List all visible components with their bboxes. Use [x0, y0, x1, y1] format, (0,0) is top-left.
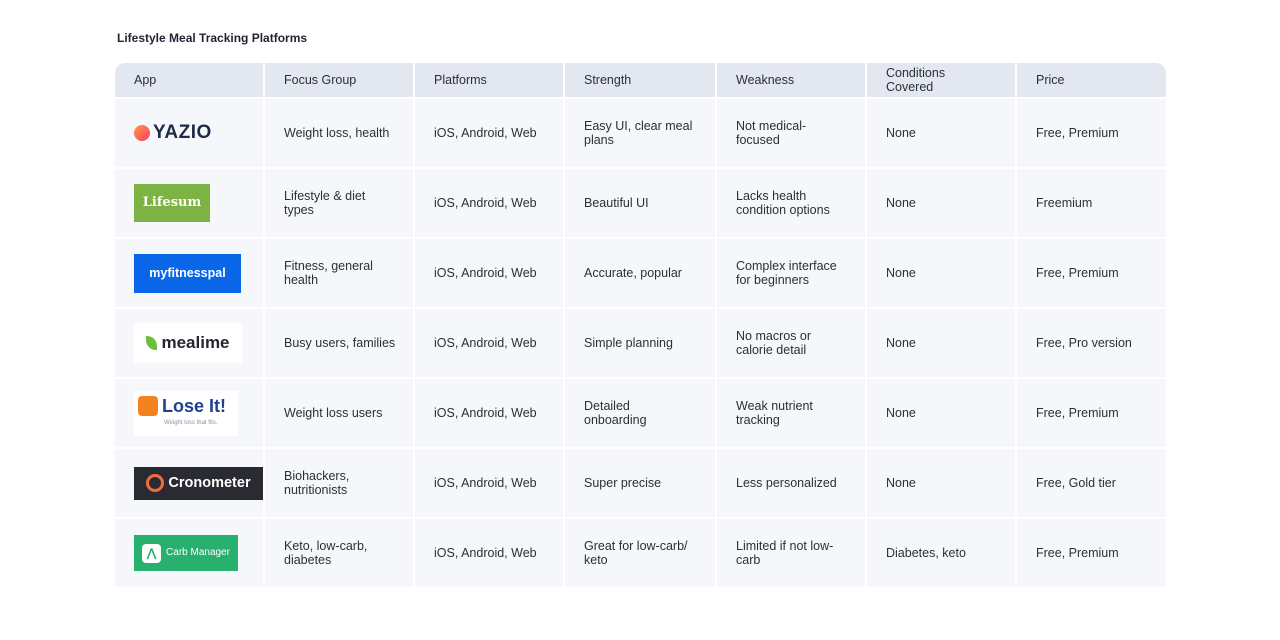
app-cell: [115, 239, 263, 307]
platforms-cell: iOS, Android, Web: [415, 309, 563, 377]
table-header-row: [115, 63, 1166, 97]
strength-cell: Accurate, popular: [565, 239, 715, 307]
column-header-focus-group: Focus Group: [265, 63, 413, 97]
platforms-cell: iOS, Android, Web: [415, 379, 563, 447]
loseit-tagline: Weight loss that fits.: [164, 420, 218, 426]
price-cell: Free, Premium: [1017, 239, 1166, 307]
table-row: [115, 99, 1166, 167]
apple-logo-icon: [134, 125, 150, 141]
conditions-cell: None: [867, 379, 1015, 447]
price-cell: Free, Premium: [1017, 379, 1166, 447]
focus-cell: Busy users, families: [265, 309, 413, 377]
conditions-cell: None: [867, 239, 1015, 307]
conditions-cell: None: [867, 99, 1015, 167]
price-cell: Free, Premium: [1017, 519, 1166, 587]
weakness-cell: Weak nutrient tracking: [717, 379, 865, 447]
app-cell: [115, 309, 263, 377]
mealime-logo: [134, 323, 242, 363]
strength-cell: Easy UI, clear meal plans: [565, 99, 715, 167]
weakness-cell: No macros or calorie detail: [717, 309, 865, 377]
price-cell: Freemium: [1017, 169, 1166, 237]
carbmanager-logo: [134, 535, 238, 571]
focus-cell: Weight loss users: [265, 379, 413, 447]
focus-cell: Lifestyle & diet types: [265, 169, 413, 237]
weakness-cell: Limited if not low-carb: [717, 519, 865, 587]
conditions-cell: None: [867, 309, 1015, 377]
platforms-cell: iOS, Android, Web: [415, 99, 563, 167]
table-row: [115, 449, 1166, 517]
mealime-logo-text: mealime: [161, 333, 230, 352]
column-header-app: App: [115, 63, 263, 97]
target-logo-icon: [146, 474, 164, 492]
platforms-cell: iOS, Android, Web: [415, 519, 563, 587]
platforms-cell: iOS, Android, Web: [415, 239, 563, 307]
table-row: [115, 379, 1166, 447]
table-row: [115, 239, 1166, 307]
column-header-platforms: Platforms: [415, 63, 563, 97]
leaf-logo-icon: [146, 336, 157, 350]
cronometer-logo-text: Cronometer: [168, 475, 251, 491]
table-row: [115, 309, 1166, 377]
cronometer-logo: [134, 467, 263, 500]
app-cell: [115, 379, 263, 447]
focus-cell: Biohackers, nutritionists: [265, 449, 413, 517]
loseit-logo: [134, 391, 238, 436]
weakness-cell: Lacks health condition options: [717, 169, 865, 237]
column-header-conditions: Conditions Covered: [867, 63, 1015, 97]
strength-cell: Beautiful UI: [565, 169, 715, 237]
focus-cell: Keto, low-carb, diabetes: [265, 519, 413, 587]
price-cell: Free, Pro version: [1017, 309, 1166, 377]
yazio-logo: [134, 122, 212, 143]
weakness-cell: Not medical-focused: [717, 99, 865, 167]
table-row: [115, 169, 1166, 237]
conditions-cell: None: [867, 449, 1015, 517]
myfitnesspal-logo-text: myfitnesspal: [149, 266, 226, 280]
carbmanager-logo-text: Carb Manager: [166, 547, 230, 558]
conditions-cell: Diabetes, keto: [867, 519, 1015, 587]
focus-cell: Fitness, general health: [265, 239, 413, 307]
strength-cell: Great for low-carb/ keto: [565, 519, 715, 587]
page-title: Lifestyle Meal Tracking Platforms: [117, 31, 308, 45]
platforms-cell: iOS, Android, Web: [415, 449, 563, 517]
loseit-logo-text: Lose It!: [162, 396, 227, 416]
weakness-cell: Complex interface for beginners: [717, 239, 865, 307]
app-cell: [115, 449, 263, 517]
table-row: [115, 519, 1166, 587]
price-cell: Free, Gold tier: [1017, 449, 1166, 517]
chart-logo-icon: ⋀: [142, 544, 161, 563]
column-header-weakness: Weakness: [717, 63, 865, 97]
yazio-logo-text: YAZIO: [153, 122, 212, 143]
comparison-table: [115, 63, 1166, 587]
platforms-cell: iOS, Android, Web: [415, 169, 563, 237]
myfitnesspal-logo: [134, 254, 241, 293]
price-cell: Free, Premium: [1017, 99, 1166, 167]
lifesum-logo-text: Lifesum: [142, 195, 202, 210]
weakness-cell: Less personalized: [717, 449, 865, 517]
focus-cell: Weight loss, health: [265, 99, 413, 167]
strength-cell: Simple planning: [565, 309, 715, 377]
conditions-cell: None: [867, 169, 1015, 237]
app-cell: [115, 99, 263, 167]
app-cell: [115, 169, 263, 237]
scale-logo-icon: [138, 396, 158, 416]
strength-cell: Detailed onboarding: [565, 379, 715, 447]
strength-cell: Super precise: [565, 449, 715, 517]
lifesum-logo: [134, 184, 210, 222]
column-header-price: Price: [1017, 63, 1166, 97]
app-cell: [115, 519, 263, 587]
column-header-strength: Strength: [565, 63, 715, 97]
